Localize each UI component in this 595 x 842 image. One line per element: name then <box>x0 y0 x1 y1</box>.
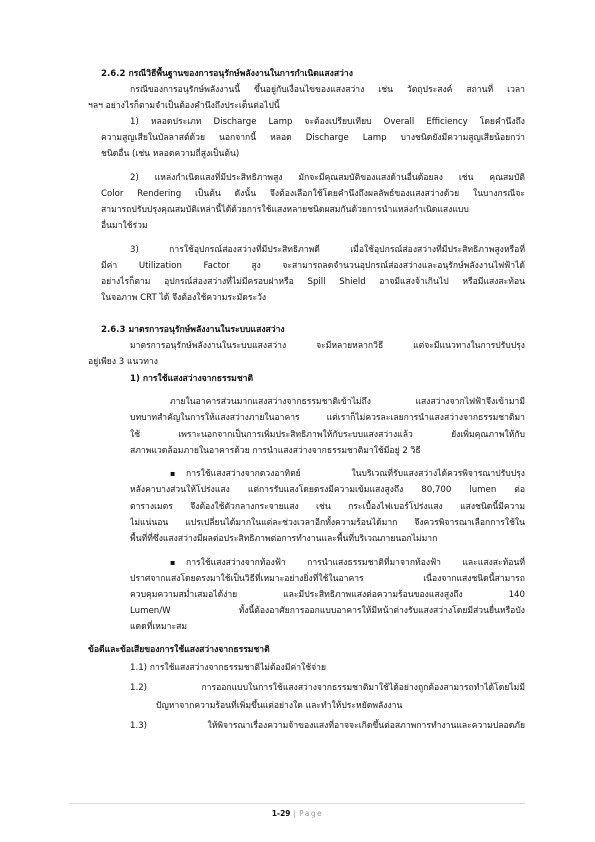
bullet-item: การใช้แสงสว่างจากดวงอาทิตย์ ในบริเวณที่รับแสงสว่างได้ควรพิจารณาปรับปรุง <box>186 469 525 479</box>
paragraph-line: แดดที่เหมาะสม <box>130 622 187 632</box>
footer-divider <box>70 803 525 804</box>
paragraph-line: Lumen/W ทั้งนี้ต้องอาศัยการออกแบบอาคารให้มีหน้าต่างรับแสงสว่างโดยมีส่วนยื่นหรือบัง <box>130 606 525 616</box>
list-item-1: 1) หลอดประเภท Discharge Lamp จะต้องเปรียบเทียบ Overall Efficiency โดยคำนึงถึง <box>130 117 525 127</box>
paragraph-line: หลังคาบางส่วนให้โปร่งแสง แต่การรับแสงโดยตรงมีความเข้มแสงสูงถึง 80,700 lumen ต่อ <box>130 485 525 495</box>
paragraph-line: บทบาทสำคัญในการให้แสงสว่างภายในอาคาร แต่เราก็ไม่ควรละเลยการนำแสงสว่างจากธรรมชาติมา <box>130 413 525 423</box>
paragraph-line: มาตรการอนุรักษ์พลังงานในระบบแสงสว่าง จะมีหลายหลากวิธี แต่จะมีแนวทางในการปรับปรุง <box>130 341 525 351</box>
paragraph-line: ใช้ เพราะนอกจากเป็นการเพิ่มประสิทธิภาพให้กับระบบแสงสว่างแล้ว ยังเพิ่มคุณภาพให้กับ <box>130 430 525 440</box>
paragraph-line: อย่างไรก็ตาม อุปกรณ์ส่องสว่างที่ไม่มีครอบฝาหรือ Spill Shield อาจมีแสงจ้าเกินไป หรือมีแสงสะท้อน <box>101 277 525 287</box>
paragraph-line: ตารางเมตร จึงต้องใช้ตัวกลางกระจายแสง เช่น กระเบื้องไฟเบอร์โปร่งแสง แสงชนิดนี้มีความ <box>130 502 525 512</box>
paragraph-line: สามารถปรับปรุงคุณสมบัติเหล่านี้ได้ด้วยการใช้แสงหลายชนิดผสมกันด้วยการนำแหล่งกำเนิดแสงแบบ <box>101 205 469 215</box>
paragraph-line: ไม่แน่นอน แปรเปลี่ยนได้มากในแต่ละช่วงเวลาอีกทั้งความร้อนได้มาก จึงควรพิจารณาเลือกการใช้ใน <box>130 518 525 528</box>
paragraph-line: พื้นที่ที่ซึ่งแสงสว่างมีผลต่อประสิทธิภาพต่อการทำงานและพื้นที่บริเวณภายนอกไม่มาก <box>130 534 438 544</box>
paragraph-line: ภายในอาคารส่วนมากแสงสว่างจากธรรมชาติเข้าไม่ถึง แสงสว่างจากไฟฟ้าจึงเข้ามามี <box>170 397 525 407</box>
paragraph-line: ฯลฯ อย่างไรก็ตามจำเป็นต้องคำนึงถึงประเด็นต่อไปนี้ <box>88 101 280 111</box>
subsection-heading: 1) การใช้แสงสว่างจากธรรมชาติ <box>130 374 254 384</box>
paragraph-line: กรณีของการอนุรักษ์พลังงานนี้ ขึ้นอยู่กับเงื่อนไขของแสงสว่าง เช่น วัตถุประสงค์ สถานที่ เวลา <box>130 85 525 95</box>
list-item-2: 2) แหล่งกำเนิดแสงที่มีประสิทธิภาพสูง มักจะมีคุณสมบัติของแสงด้านอื่นด้อยลง เช่น คุณสมบัติ <box>130 173 525 183</box>
list-item-1-3: 1.3) ให้พิจารณาเรื่องความจ้าของแสงที่อาจจะเกิดขึ้นต่อสภาพการทำงานและความปลอดภัย <box>130 721 525 731</box>
square-bullet-icon: ▪ <box>170 558 176 567</box>
paragraph-line: ควบคุมความสม่ำเสมอได้ง่าย และมีประสิทธิภาพแสงต่อความร้อนของแสงสูงถึง 140 <box>130 590 525 600</box>
paragraph-line: มีค่า Utilization Factor สูง จะสามารถลดจำนวนอุปกรณ์ส่องสว่างและอนุรักษ์พลังงานไฟฟ้าได้ <box>101 261 525 271</box>
paragraph-line: สภาพแวดล้อมภายในอาคารด้วย การนำแสงสว่างจากธรรมชาติมาใช้มีอยู่ 2 วิธี <box>130 446 421 456</box>
paragraph-line: อื่นมาใช้ร่วม <box>101 221 148 231</box>
section-heading-2-6-2: 2.6.2 กรณีวิธีพื้นฐานของการอนุรักษ์พลังงานในการกำเนิดแสงสว่าง <box>101 69 353 79</box>
subsection-heading: ข้อดีและข้อเสียของการใช้แสงสว่างจากธรรมชาติ <box>88 645 270 655</box>
paragraph-line: ปราศจากแสงโดยตรงมาใช้เป็นวิธีที่เหมาะอย่างยิ่งที่ใช้ในอาคาร เนื่องจากแสงชนิดนี้สามารถ <box>130 574 525 584</box>
bullet-item: การใช้แสงสว่างจากท้องฟ้า การนำแสงธรรมชาติที่มาจากท้องฟ้า และแสงสะท้อนที่ <box>186 558 525 568</box>
page-footer <box>0 808 595 820</box>
paragraph-line: ชนิดอื่น (เช่น หลอดความถี่สูงเป็นต้น) <box>101 149 240 159</box>
paragraph-line: ในจอภาพ CRT ได้ จึงต้องใช้ความระมัดระวัง <box>101 293 267 303</box>
list-item-3: 3) การใช้อุปกรณ์ส่องสว่างที่มีประสิทธิภาพดี เมื่อใช้อุปกรณ์ส่องสว่างที่มีประสิทธิภาพสูงหรือที่ <box>130 245 525 255</box>
paragraph-line: ปัญหาจากความร้อนที่เพิ่มขึ้นแต่อย่างใด และทำให้ประหยัดพลังงาน <box>156 701 403 711</box>
page-number: 1-29 <box>271 809 291 818</box>
paragraph-line: อยู่เพียง 3 แนวทาง <box>88 357 158 367</box>
footer-separator: | <box>293 809 297 818</box>
paragraph-line: ความสูญเสียในบัลลาสต์ด้วย นอกจากนี้ หลอด Discharge Lamp บางชนิดยังมีความสูญเสียน้อยกว่า <box>101 133 525 143</box>
paragraph-line: Color Rendering เป็นต้น ดังนั้น จึงต้องเลือกใช้โดยคำนึงถึงผลลัพธ์ของแสงสว่างด้วย ในบางกรณีจะ <box>101 189 525 199</box>
page-label: Page <box>299 809 324 818</box>
list-item-1-1: 1.1) การใช้แสงสว่างจากธรรมชาติไม่ต้องมีค่าใช้จ่าย <box>130 663 327 673</box>
square-bullet-icon: ▪ <box>170 469 176 478</box>
section-heading-2-6-3: 2.6.3 มาตรการอนุรักษ์พลังงานในระบบแสงสว่าง <box>101 325 285 335</box>
list-item-1-2: 1.2) การออกแบบในการใช้แสงสว่างจากธรรมชาติมาใช้ได้อย่างถูกต้องสามารถทำได้โดยไม่มี <box>130 683 525 693</box>
